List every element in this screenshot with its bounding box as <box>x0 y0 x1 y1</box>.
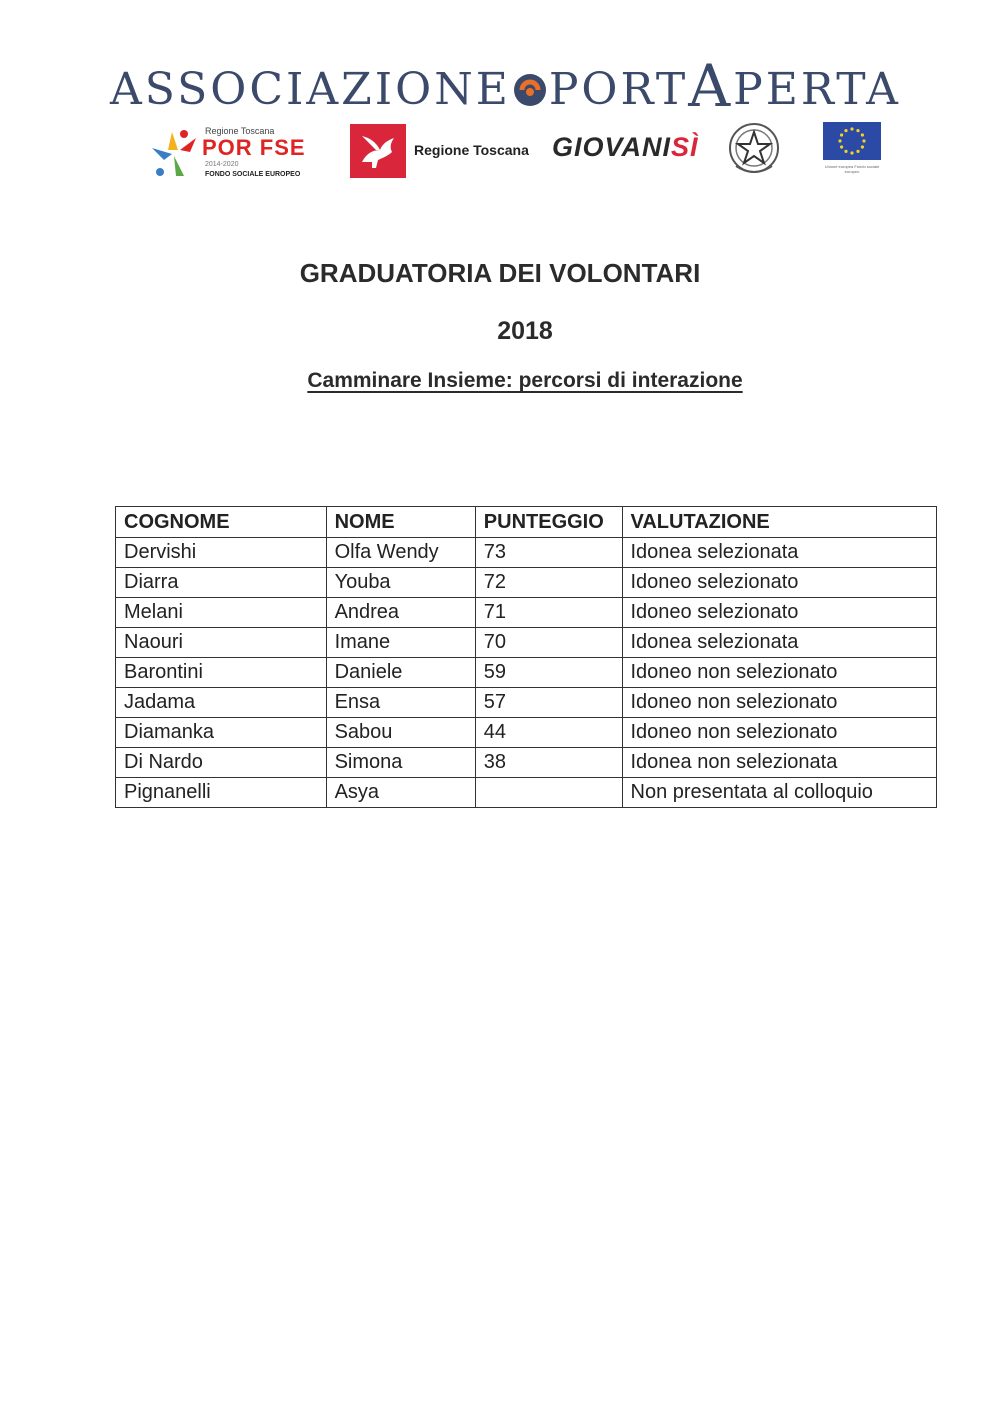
cell-punteggio: 73 <box>475 538 622 568</box>
document-subtitle: Camminare Insieme: percorsi di interazione <box>307 369 743 392</box>
cell-cognome: Dervishi <box>116 538 327 568</box>
table-row <box>116 628 937 658</box>
italian-republic-emblem <box>726 120 782 180</box>
pegasus-icon <box>350 124 406 178</box>
por-fse-logo <box>150 120 320 184</box>
cell-punteggio: 59 <box>475 658 622 688</box>
table-row <box>116 778 937 808</box>
cell-cognome: Melani <box>116 598 327 628</box>
table-row <box>116 538 937 568</box>
cell-nome: Daniele <box>326 658 475 688</box>
cell-nome: Youba <box>326 568 475 598</box>
cell-punteggio: 57 <box>475 688 622 718</box>
column-header-valutazione: VALUTAZIONE <box>622 507 937 538</box>
org-name-part1: ASSOCIAZIONE <box>110 64 511 115</box>
table-row <box>116 718 937 748</box>
giovanisi-logo <box>552 132 699 163</box>
column-header-punteggio: PUNTEGGIO <box>475 507 622 538</box>
org-name-part2: PORT <box>548 64 689 115</box>
cell-cognome: Di Nardo <box>116 748 327 778</box>
toscana-label: Regione Toscana <box>414 142 529 158</box>
cell-punteggio: 72 <box>475 568 622 598</box>
cell-valutazione: Idoneo selezionato <box>622 568 937 598</box>
organization-name <box>110 52 950 120</box>
cell-valutazione: Idoneo selezionato <box>622 598 937 628</box>
toscana-flag-logo <box>350 124 406 178</box>
org-name-part4: PERTA <box>733 64 901 115</box>
giovanisi-accent: SÌ <box>671 132 699 162</box>
por-fse-figures-icon <box>150 128 198 180</box>
cell-cognome: Diarra <box>116 568 327 598</box>
cell-cognome: Jadama <box>116 688 327 718</box>
table-row <box>116 688 937 718</box>
document-title: GRADUATORIA DEI VOLONTARI <box>299 258 701 288</box>
org-logo-icon <box>512 72 548 108</box>
cell-nome: Imane <box>326 628 475 658</box>
cell-valutazione: Idonea selezionata <box>622 628 937 658</box>
cell-cognome: Diamanka <box>116 718 327 748</box>
cell-punteggio: 70 <box>475 628 622 658</box>
document-year: 2018 <box>497 317 553 345</box>
column-header-cognome: COGNOME <box>116 507 327 538</box>
partner-logos <box>150 120 890 184</box>
eu-caption: Unione europea Fondo sociale europeo <box>824 164 880 174</box>
cell-valutazione: Non presentata al colloquio <box>622 778 937 808</box>
por-region-label: Regione Toscana <box>205 126 275 136</box>
cell-valutazione: Idoneo non selezionato <box>622 718 937 748</box>
por-years: 2014-2020 <box>205 161 239 168</box>
cell-nome: Asya <box>326 778 475 808</box>
volunteer-ranking-table <box>115 506 937 808</box>
table-row <box>116 658 937 688</box>
cell-nome: Olfa Wendy <box>326 538 475 568</box>
cell-nome: Ensa <box>326 688 475 718</box>
cell-nome: Simona <box>326 748 475 778</box>
table-row <box>116 748 937 778</box>
giovanisi-main: GIOVANI <box>552 132 672 162</box>
cell-punteggio: 44 <box>475 718 622 748</box>
eu-stars-icon <box>823 122 881 160</box>
cell-punteggio: 71 <box>475 598 622 628</box>
cell-nome: Andrea <box>326 598 475 628</box>
cell-cognome: Pignanelli <box>116 778 327 808</box>
eu-flag-logo <box>823 122 881 160</box>
cell-valutazione: Idonea selezionata <box>622 538 937 568</box>
cell-punteggio: 38 <box>475 748 622 778</box>
cell-valutazione: Idonea non selezionata <box>622 748 937 778</box>
cell-valutazione: Idoneo non selezionato <box>622 658 937 688</box>
cell-cognome: Naouri <box>116 628 327 658</box>
cell-valutazione: Idoneo non selezionato <box>622 688 937 718</box>
column-header-nome: NOME <box>326 507 475 538</box>
por-fund-label: FONDO SOCIALE EUROPEO <box>205 171 301 178</box>
table-row <box>116 598 937 628</box>
cell-punteggio <box>475 778 622 808</box>
table-header-row <box>116 507 937 538</box>
table-row <box>116 568 937 598</box>
por-title: POR FSE <box>202 135 306 160</box>
cell-cognome: Barontini <box>116 658 327 688</box>
cell-nome: Sabou <box>326 718 475 748</box>
emblem-star-icon <box>726 120 782 180</box>
org-name-part3: A <box>688 52 734 120</box>
